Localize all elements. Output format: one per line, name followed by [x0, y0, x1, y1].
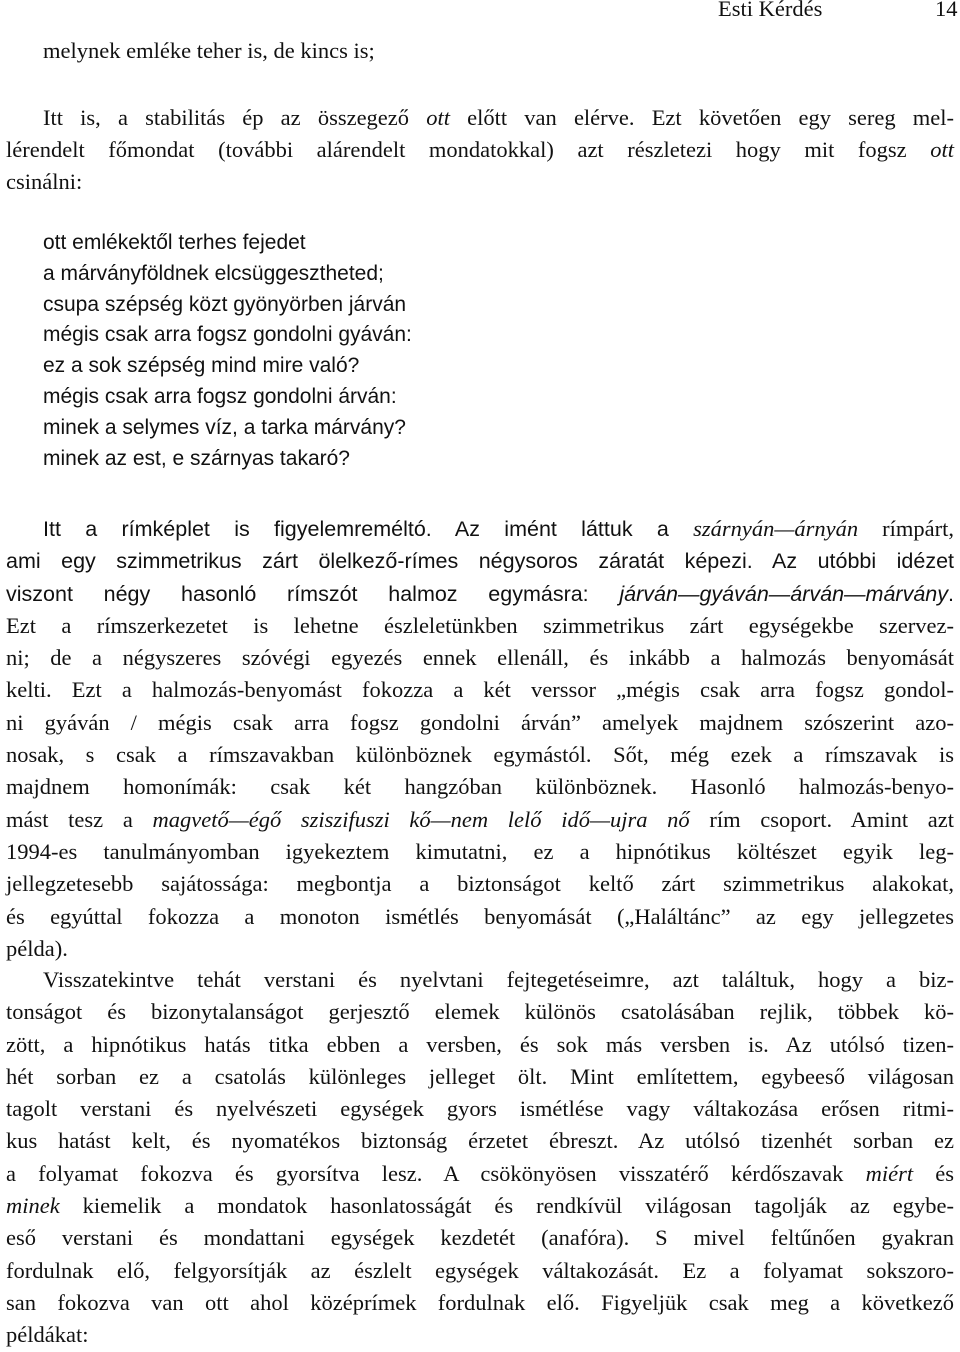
poem-line: csupa szépség közt gyönyörben járván: [43, 292, 407, 316]
text-line: Ezt a rímszerkezetet is lehetne észleletünkben szimmetrikus zárt egységekbe szervez-: [6, 612, 954, 638]
poem-line: minek az est, e szárnyas takaró?: [43, 446, 350, 470]
text-line: lérendelt főmondat (további alárendelt mondatokkal) azt részletezi hogy mit fogsz ott: [6, 137, 954, 162]
emphasis: ott: [930, 137, 954, 162]
text-line: ni; de a négyszeres szóvégi egyezés ennek ellenáll, és inkább a halmozás benyomását: [6, 645, 954, 671]
emphasis: minek: [6, 1193, 60, 1219]
emphasis: magvető—égő sziszifuszi kő—nem lelő idő—ujra nő: [152, 806, 690, 832]
text-line: san fokozva van ott ahol középrímek fordulnak elő. Figyeljük csak meg a következő: [6, 1289, 954, 1315]
poem-line: ez a sok szépség mind mire való?: [43, 354, 360, 378]
text-line: mást tesz a magvető—égő sziszifuszi kő—nem lelő idő—ujra nő rím csoport. Amint azt: [6, 806, 954, 832]
poem-line: a márványföldnek elcsüggesztheted;: [43, 261, 384, 285]
page-header: [0, 0, 960, 26]
text-line: példa).: [6, 935, 68, 961]
text-line: ami egy szimmetrikus zárt ölelkező-rímes négysoros záratát képezi. Az utóbbi idézet: [6, 549, 954, 574]
text-line: ni gyáván / mégis csak arra fogsz gondolni árván” amelyek majdnem szószerint azo-: [6, 709, 954, 735]
text-line: jellegzetesebb sajátossága: megbontja a biztonságot keltő zárt szimmetrikus alakokat,: [6, 871, 954, 897]
text-line: csinálni:: [6, 169, 83, 194]
text-line: Visszatekintve tehát verstani és nyelvtani fejtegetéseimre, azt találtuk, hogy a biz-: [43, 967, 954, 992]
running-title: Esti Kérdés: [718, 0, 823, 21]
quote-first-line: melynek emléke teher is, de kincs is;: [43, 38, 375, 63]
text-line: Itt a rímképlet is figyelemreméltó. Az imént láttuk a szárnyán—árnyán rímpárt,: [43, 516, 954, 541]
paragraph-intro: [6, 102, 954, 198]
poem-line: mégis csak arra fogsz gondolni árván:: [43, 384, 397, 408]
paragraph-rhyme-analysis: [6, 513, 954, 965]
emphasis: miért: [865, 1160, 914, 1186]
paragraph-retrospective: [6, 964, 954, 1352]
text-line: zött, a hipnótikus hatás titka ebben a versben, és sok más versben is. Az utólsó tizen-: [6, 1031, 954, 1057]
text-line: nosak, s csak a rímszavakban különböznek egymástól. Sőt, még ezek a rímszavak is: [6, 742, 954, 768]
text-line: példákat:: [6, 1322, 89, 1348]
poem-line: minek a selymes víz, a tarka márvány?: [43, 415, 406, 439]
text-line: minek kiemelik a mondatok hasonlatosságát és rendkívül világosan tagolják az egybe-: [6, 1193, 954, 1219]
text-line: kelti. Ezt a halmozás-benyomást fokozza a két verssor „mégis csak arra fogsz gondol-: [6, 677, 954, 703]
text-line: eső verstani és mondattani egységek kezdetét (anafóra). S mivel feltűnően gyakran: [6, 1225, 954, 1251]
text-line: kus hatást kelt, és nyomatékos biztonság érzetet ébreszt. Az utólsó tizenhét sorban ez: [6, 1128, 954, 1154]
emphasis: járván—gyáván—árván—márvány: [619, 581, 949, 606]
text-line: Itt is, a stabilitás ép az összegező ott előtt van elérve. Ezt követően egy sereg mel-: [43, 105, 955, 130]
text-line: 1994-es tanulmányomban igyekeztem kimutatni, ez a hipnótikus költészet egyik leg-: [6, 838, 954, 864]
text-line: hét sorban ez a csatolás különleges jelleget ölt. Mint említettem, egybeeső világosan: [6, 1063, 954, 1089]
text-line: fordulnak elő, felgyorsítják az észlelt egységek váltakozását. Ez a folyamat sokszoro-: [6, 1257, 954, 1283]
emphasis: ott: [426, 105, 450, 130]
page-number: 14: [935, 0, 958, 21]
poem-quote: [43, 228, 412, 474]
text-line: viszont négy hasonló rímszót halmoz egymásra: járván—gyáván—árván—márvány.: [6, 581, 954, 606]
text-line: tagolt verstani és nyelvészeti egységek gyors ismétlése vagy váltakozása erősen ritmi-: [6, 1096, 954, 1122]
text-line: és egyúttal fokozza a monoton ismétlés benyomását („Haláltánc” az egy jellegzetes: [6, 903, 954, 929]
text-line: a folyamat fokozva és gyorsítva lesz. A csökönyösen visszatérő kérdőszavak miért és: [6, 1160, 955, 1186]
poem-line: ott emlékektől terhes fejedet: [43, 231, 306, 254]
emphasis: szárnyán—árnyán: [693, 516, 859, 541]
text-line: majdnem homonímák: csak két hangzóban különböznek. Hasonló halmozás-benyo-: [6, 774, 954, 800]
poem-line: mégis csak arra fogsz gondolni gyáván:: [43, 323, 412, 347]
text-line: tonságot és bizonytalanságot gerjesztő elemek különös csatolásában rejlik, többek kö-: [6, 999, 954, 1025]
